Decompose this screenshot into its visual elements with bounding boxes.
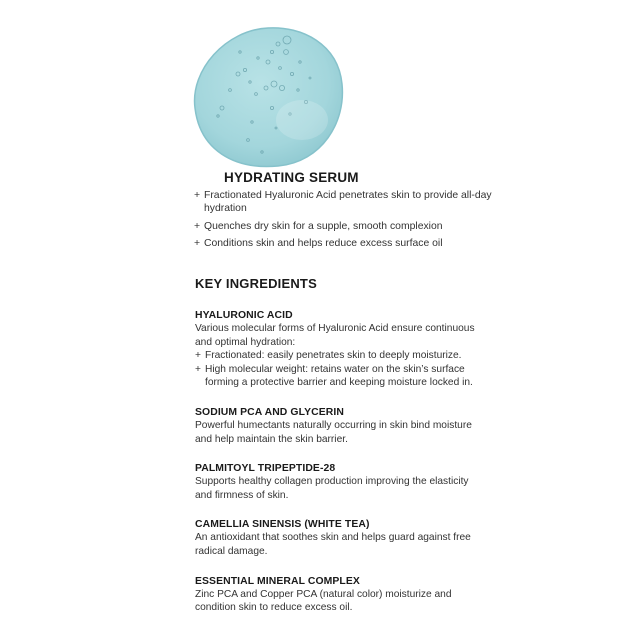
ingredient-description: Supports healthy collagen production improving the elasticity and firmness of skin. [195,476,469,501]
serum-swatch-image [190,22,346,170]
ingredient-name: SODIUM PCA AND GLYCERIN [195,406,344,418]
ingredient-description: An antioxidant that soothes skin and helps guard against free radical damage. [195,532,471,557]
ingredient-hyaluronic-acid [195,309,485,390]
ingredient-point: + High molecular weight: retains water on the skin’s surface forming a protective barrier and keeping moisture locked in. [195,363,473,389]
ingredient-palmitoyl-tripeptide [195,462,485,502]
plus-bullet: + [194,190,201,201]
key-ingredients-heading: KEY INGREDIENTS [195,276,317,291]
ingredient-description: Powerful humectants naturally occurring in skin bind moisture and help maintain the skin barrier. [195,419,472,445]
benefit-item: + Fractionated Hyaluronic Acid penetrates skin to provide all-day hydration [194,190,492,215]
plus-bullet: + [195,363,201,375]
ingredient-name: PALMITOYL TRIPEPTIDE-28 [195,463,336,475]
serum-title: HYDRATING SERUM [224,170,359,185]
plus-bullet: + [195,350,201,362]
ingredient-description: Various molecular forms of Hyaluronic Acid ensure continuous and optimal hydration: [195,323,475,348]
ingredient-description: Zinc PCA and Copper PCA (natural color) moisturize and condition skin to reduce excess oil. [195,588,452,614]
ingredient-point: + Fractionated: easily penetrates skin to deeply moisturize. [195,350,462,362]
ingredient-name: ESSENTIAL MINERAL COMPLEX [195,575,360,587]
serum-section [194,170,494,255]
serum-benefits-list [194,189,494,251]
plus-bullet: + [194,238,201,250]
benefit-item: + Conditions skin and helps reduce excess surface oil [194,238,443,250]
benefit-item: + Quenches dry skin for a supple, smooth complexion [194,220,443,232]
ingredient-camellia-sinensis [195,518,485,558]
serum-blob [195,28,343,167]
ingredient-points [195,349,485,390]
serum-highlight [276,100,328,140]
key-ingredients-section [195,276,485,631]
ingredient-sodium-pca [195,406,485,446]
ingredient-name: CAMELLIA SINENSIS (WHITE TEA) [195,519,370,531]
plus-bullet: + [194,220,201,232]
ingredient-essential-mineral-complex [195,575,485,615]
ingredient-name: HYALURONIC ACID [195,310,293,321]
